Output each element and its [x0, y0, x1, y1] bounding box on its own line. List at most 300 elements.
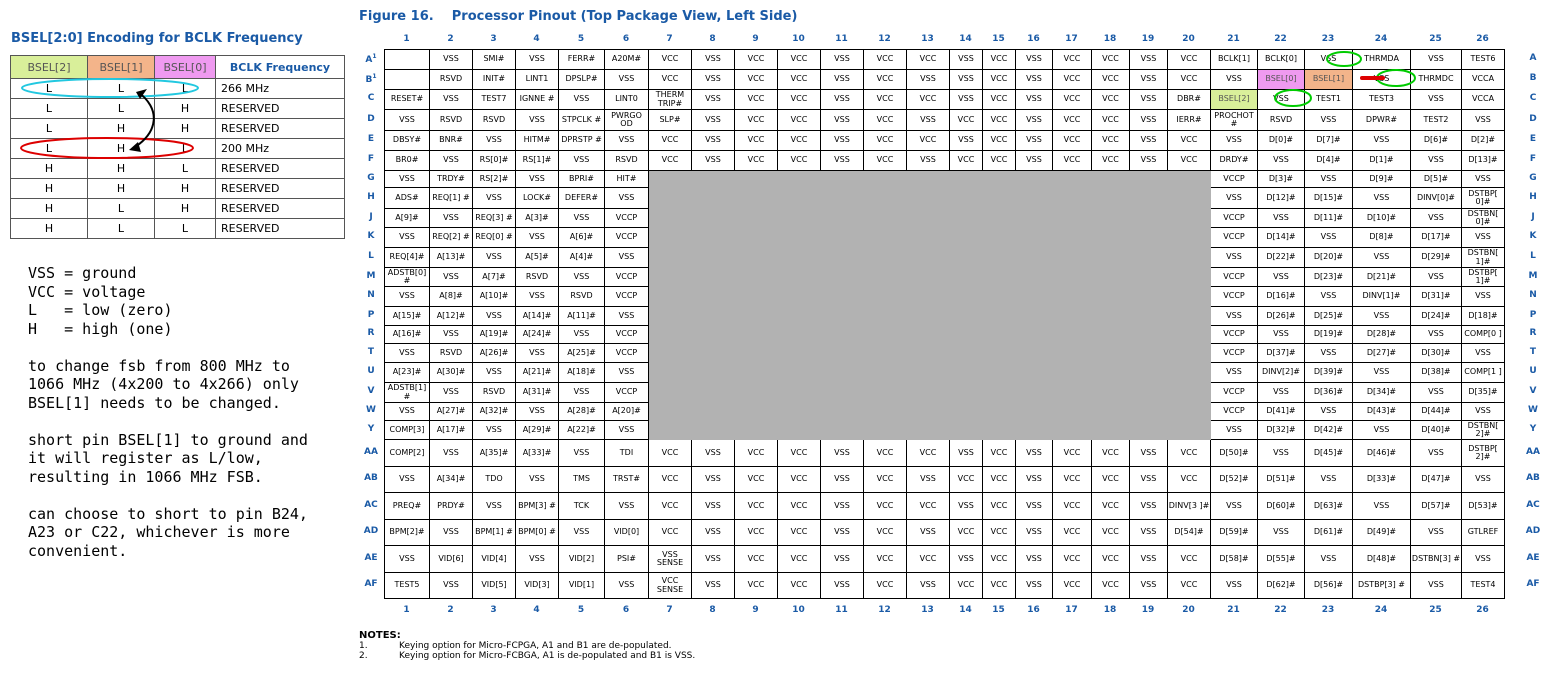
pin-cell: FERR#	[559, 50, 605, 70]
pin-cell: BPM[2]#	[385, 520, 430, 546]
depopulated-area	[864, 383, 907, 403]
row-label: AA	[364, 446, 378, 457]
pin-cell: VSS	[1305, 344, 1353, 363]
pin-cell: VSS	[473, 307, 516, 326]
pin-cell: VCC	[1053, 110, 1092, 131]
pin-cell: VSS	[430, 440, 473, 467]
depopulated-area	[1130, 268, 1168, 287]
depopulated-area	[821, 248, 864, 268]
pin-cell: D[60]#	[1258, 493, 1305, 520]
pin-cell: VSS	[692, 520, 735, 546]
depopulated-area	[1053, 268, 1092, 287]
column-header-bottom: 24	[1374, 605, 1388, 615]
pin-cell: VSS	[1016, 70, 1053, 90]
pin-cell: VSS	[1130, 90, 1168, 110]
pin-cell: VSS	[950, 440, 983, 467]
depopulated-area	[821, 228, 864, 248]
column-header-top: 18	[1103, 34, 1117, 44]
depopulated-area	[649, 268, 692, 287]
depopulated-area	[649, 363, 692, 383]
pin-cell: RS[1]#	[516, 151, 559, 171]
depopulated-area	[1092, 188, 1130, 209]
pin-cell: REQ[3] #	[473, 209, 516, 228]
footnotes	[359, 630, 695, 661]
pin-cell: DBSY#	[385, 131, 430, 151]
row-header-left	[361, 251, 381, 261]
pin-cell: VSS	[1411, 573, 1462, 599]
depopulated-area	[1168, 363, 1211, 383]
pin-cell: VCC	[1092, 90, 1130, 110]
depopulated-area	[1130, 307, 1168, 326]
depopulated-area	[735, 421, 778, 440]
pin-cell: A[12]#	[430, 307, 473, 326]
row-label: Y	[367, 423, 375, 434]
depopulated-area	[1092, 421, 1130, 440]
row-label: AF	[364, 579, 378, 589]
row-label: B	[365, 75, 373, 85]
depopulated-area	[907, 171, 950, 188]
pin-cell: TRST#	[605, 467, 649, 493]
pin-cell: VSS	[821, 151, 864, 171]
pin-cell: VSS	[1462, 287, 1505, 307]
pin-cell: D[12]#	[1258, 188, 1305, 209]
depopulated-area	[1130, 248, 1168, 268]
pin-cell: VSS	[1258, 326, 1305, 344]
pin-cell: D[32]#	[1258, 421, 1305, 440]
pin-cell: REQ[2] #	[430, 228, 473, 248]
depopulated-area	[983, 421, 1016, 440]
pin-cell: VSS	[1211, 70, 1258, 90]
pin-cell: D[51]#	[1258, 467, 1305, 493]
depopulated-area	[1130, 421, 1168, 440]
pin-cell: A[26]#	[473, 344, 516, 363]
pin-cell: RSVD	[516, 268, 559, 287]
pin-cell: VSS	[605, 131, 649, 151]
pin-cell: VSS	[1016, 573, 1053, 599]
pin-cell: VCC	[1053, 90, 1092, 110]
pin-cell: VSS	[821, 131, 864, 151]
pin-cell: VCC	[778, 520, 821, 546]
pin-cell: D[11]#	[1305, 209, 1353, 228]
row-label: W	[366, 405, 376, 415]
pin-cell: D[59]#	[1211, 520, 1258, 546]
pin-cell: SLP#	[649, 110, 692, 131]
pin-cell: VCC	[735, 50, 778, 70]
pin-cell: DSTBP[3] #	[1353, 573, 1411, 599]
depopulated-area	[907, 383, 950, 403]
pin-cell: VSS	[1130, 546, 1168, 573]
depopulated-area	[1092, 171, 1130, 188]
row-label: AB	[364, 473, 378, 483]
depopulated-area	[1053, 228, 1092, 248]
pin-cell: VCCP	[605, 326, 649, 344]
pin-cell: VCCP	[1211, 209, 1258, 228]
pin-cell: VSS	[1258, 268, 1305, 287]
pin-cell: A[20]#	[605, 403, 649, 421]
pin-cell: TEST3	[1353, 90, 1411, 110]
pin-cell: VSS	[1016, 110, 1053, 131]
pin-cell: VCC	[1092, 467, 1130, 493]
pin-cell: ADSTB[1] #	[385, 383, 430, 403]
note-text: Keying option for Micro-FCPGA, A1 and B1 are de-populated.	[399, 641, 672, 651]
depopulated-area	[950, 248, 983, 268]
pin-cell: IGNNE #	[516, 90, 559, 110]
pin-cell: VID[2]	[559, 546, 605, 573]
row-label: K	[367, 231, 375, 241]
row-header-right: AB	[1526, 473, 1540, 483]
row-label: R	[367, 328, 375, 338]
pin-cell: VSS	[1411, 440, 1462, 467]
pin-cell: VSS	[605, 421, 649, 440]
note-number: 1.	[359, 641, 368, 651]
pin-cell: REQ[0] #	[473, 228, 516, 248]
pin-cell: VSS	[950, 70, 983, 90]
depopulated-area	[983, 363, 1016, 383]
bsel-value-cell: L	[11, 119, 88, 139]
depopulated-area	[735, 248, 778, 268]
pin-cell: VCCP	[1211, 287, 1258, 307]
depopulated-area	[778, 228, 821, 248]
pin-cell: D[24]#	[1411, 307, 1462, 326]
pin-cell: D[57]#	[1411, 493, 1462, 520]
pin-cell: VSS	[1258, 383, 1305, 403]
pin-cell: VSS SENSE	[649, 546, 692, 573]
pin-cell: TRDY#	[430, 171, 473, 188]
depopulated-area	[1168, 307, 1211, 326]
depopulated-area	[821, 326, 864, 344]
pinout-grid	[384, 49, 1505, 599]
depopulated-area	[864, 344, 907, 363]
pin-cell: DPWR#	[1353, 110, 1411, 131]
bsel-value-cell: L	[88, 219, 155, 239]
column-header-bottom: 23	[1321, 605, 1335, 615]
pin-cell: VSS	[605, 573, 649, 599]
pin-cell: THERM TRIP#	[649, 90, 692, 110]
row-header-left	[361, 290, 381, 300]
depopulated-area	[1168, 421, 1211, 440]
pin-cell: VSS	[1130, 467, 1168, 493]
row-header-right: J	[1531, 211, 1535, 222]
pin-cell: VCCP	[605, 209, 649, 228]
pin-cell: IERR#	[1168, 110, 1211, 131]
pin-cell: A[21]#	[516, 363, 559, 383]
depopulated-area	[1130, 188, 1168, 209]
pin-cell: VCC	[649, 131, 692, 151]
bsel-value-cell: L	[11, 99, 88, 119]
note-line: it will register as L/low,	[28, 449, 263, 467]
pin-cell: VCCP	[605, 344, 649, 363]
pin-cell: VSS	[692, 90, 735, 110]
pin-cell: A[29]#	[516, 421, 559, 440]
pin-cell: VCC	[950, 110, 983, 131]
pin-cell: BPRI#	[559, 171, 605, 188]
depopulated-area	[821, 188, 864, 209]
pin-cell: D[9]#	[1353, 171, 1411, 188]
pin-cell: BPM[1] #	[473, 520, 516, 546]
pin-cell: VSS	[559, 383, 605, 403]
pin-cell: TEST1	[1305, 90, 1353, 110]
pin-cell: D[28]#	[1353, 326, 1411, 344]
pin-cell: COMP[0 ]	[1462, 326, 1505, 344]
row-label: C	[367, 93, 375, 103]
depopulated-area	[821, 268, 864, 287]
pin-cell: VSS	[1305, 110, 1353, 131]
pin-cell: BNR#	[430, 131, 473, 151]
pin-cell: D[34]#	[1353, 383, 1411, 403]
pin-cell: VSS	[1016, 493, 1053, 520]
pin-cell: BSEL[2]	[1211, 90, 1258, 110]
depopulated-area	[1092, 344, 1130, 363]
pin-cell: VCCP	[605, 268, 649, 287]
pin-cell: COMP[1 ]	[1462, 363, 1505, 383]
pin-cell: VSS	[821, 70, 864, 90]
bsel-value-cell: H	[88, 139, 155, 159]
pin-cell: D[7]#	[1305, 131, 1353, 151]
pin-cell: VSS	[1211, 493, 1258, 520]
pin-cell: VCC	[735, 151, 778, 171]
pin-cell: D[15]#	[1305, 188, 1353, 209]
depopulated-area	[1053, 248, 1092, 268]
pin-cell: D[4]#	[1305, 151, 1353, 171]
depopulated-area	[778, 383, 821, 403]
pin-cell: VSS	[559, 90, 605, 110]
pin-cell: VCC	[983, 110, 1016, 131]
pin-cell: VSS	[950, 493, 983, 520]
pin-cell: VCCA	[1462, 90, 1505, 110]
pin-cell: D[58]#	[1211, 546, 1258, 573]
depopulated-area	[778, 403, 821, 421]
depopulated-area	[735, 383, 778, 403]
pin-cell: VCC	[983, 50, 1016, 70]
row-label: F	[367, 154, 375, 164]
pin-cell: VSS	[605, 70, 649, 90]
pin-cell: DSTBN[ 2]#	[1462, 421, 1505, 440]
pin-cell: VCC	[735, 110, 778, 131]
pin-cell: A[16]#	[385, 326, 430, 344]
pin-cell: VSS	[1258, 90, 1305, 110]
depopulated-area	[1130, 383, 1168, 403]
pin-cell: VSS	[385, 110, 430, 131]
pin-cell: RSVD	[430, 70, 473, 90]
pin-cell: VSS	[1016, 50, 1053, 70]
note-line: BSEL[1] needs to be changed.	[28, 393, 281, 412]
column-header-top: 5	[577, 34, 585, 44]
pin-cell: RSVD	[559, 287, 605, 307]
pin-cell: VCC	[1053, 151, 1092, 171]
row-header-right: Y	[1529, 423, 1537, 434]
pin-cell: VCCP	[1211, 326, 1258, 344]
pin-cell: THRMDA	[1353, 50, 1411, 70]
note-line: can choose to short to pin B24,	[28, 504, 308, 523]
pin-cell: VCC	[983, 440, 1016, 467]
pin-cell: VSS	[821, 50, 864, 70]
pin-cell: TEST6	[1462, 50, 1505, 70]
pin-cell: D[53]#	[1462, 493, 1505, 520]
row-header-left	[361, 271, 381, 281]
pin-cell: A[4]#	[559, 248, 605, 268]
pin-cell: TDI	[605, 440, 649, 467]
pin-cell: A[6]#	[559, 228, 605, 248]
pin-cell: VSS	[1305, 50, 1353, 70]
row-header-right: E	[1529, 134, 1537, 144]
depopulated-area	[1016, 248, 1053, 268]
pin-cell: VCC	[983, 493, 1016, 520]
pin-cell: VSS	[950, 546, 983, 573]
pin-cell: VSS	[473, 131, 516, 151]
pin-cell: VCC	[1168, 467, 1211, 493]
pin-cell: VCC	[864, 110, 907, 131]
pin-cell: RS[2]#	[473, 171, 516, 188]
pin-cell: REQ[1] #	[430, 188, 473, 209]
pin-cell: DPRSTP #	[559, 131, 605, 151]
row-header-right: V	[1529, 386, 1537, 396]
bsel-header-1: BSEL[1]	[88, 56, 155, 79]
pin-cell: VSS	[1411, 268, 1462, 287]
depopulated-area	[983, 248, 1016, 268]
pin-cell: A[24]#	[516, 326, 559, 344]
bsel-value-cell: H	[88, 119, 155, 139]
figure-title: Figure 16. Processor Pinout (Top Package View, Left Side)	[359, 9, 798, 24]
depopulated-area	[1092, 248, 1130, 268]
pin-cell: D[17]#	[1411, 228, 1462, 248]
pin-cell: VSS	[1130, 573, 1168, 599]
depopulated-area	[950, 171, 983, 188]
column-header-bottom: 11	[835, 605, 848, 615]
depopulated-area	[649, 403, 692, 421]
pin-cell: VCC	[1053, 50, 1092, 70]
bsel-value-cell: H	[11, 159, 88, 179]
pin-cell: VSS	[1462, 546, 1505, 573]
depopulated-area	[735, 363, 778, 383]
pin-cell	[385, 70, 430, 90]
row-label: M	[366, 270, 376, 281]
pin-cell: D[25]#	[1305, 307, 1353, 326]
row-header-right: G	[1529, 172, 1537, 183]
pin-cell: VCC	[649, 493, 692, 520]
pin-cell: VCC	[1092, 110, 1130, 131]
pin-cell: VCC	[1092, 440, 1130, 467]
pin-cell: VSS	[385, 287, 430, 307]
depopulated-area	[692, 363, 735, 383]
depopulated-area	[950, 403, 983, 421]
pin-cell: VSS	[430, 520, 473, 546]
depopulated-area	[1092, 326, 1130, 344]
pin-cell: VCC	[778, 440, 821, 467]
pin-cell: INIT#	[473, 70, 516, 90]
pin-cell: RSVD	[605, 151, 649, 171]
depopulated-area	[907, 326, 950, 344]
bsel-value-cell: H	[155, 199, 216, 219]
pin-cell: VCC	[950, 520, 983, 546]
column-header-bottom: 10	[792, 605, 805, 615]
pin-cell: A[9]#	[385, 209, 430, 228]
depopulated-area	[950, 188, 983, 209]
pin-cell: VCC	[778, 151, 821, 171]
depopulated-area	[983, 171, 1016, 188]
pin-cell: VSS	[1305, 287, 1353, 307]
pin-cell: VCC	[649, 151, 692, 171]
depopulated-area	[983, 344, 1016, 363]
pin-cell: VSS	[1258, 440, 1305, 467]
bclk-frequency-cell: RESERVED	[216, 219, 345, 239]
pin-cell: VSS	[692, 70, 735, 90]
pin-cell: D[13]#	[1462, 151, 1505, 171]
pin-cell: VCC	[983, 520, 1016, 546]
pin-cell: VSS	[692, 546, 735, 573]
row-label: N	[367, 290, 375, 300]
pin-cell: VSS	[821, 520, 864, 546]
pin-cell: D[30]#	[1411, 344, 1462, 363]
pin-cell: VSS	[1211, 307, 1258, 326]
pin-cell: VCC	[735, 493, 778, 520]
row-header-left	[361, 553, 381, 563]
pin-cell: VCC	[864, 546, 907, 573]
row-header-right: AC	[1526, 499, 1540, 510]
depopulated-area	[692, 307, 735, 326]
depopulated-area	[1130, 287, 1168, 307]
depopulated-area	[1092, 287, 1130, 307]
row-header-left	[361, 310, 381, 320]
pin-cell: VCC	[907, 90, 950, 110]
pin-cell: VSS	[1258, 209, 1305, 228]
pin-cell: VSS	[605, 307, 649, 326]
row-header-left	[361, 579, 381, 589]
pin-cell: A[15]#	[385, 307, 430, 326]
depopulated-area	[821, 209, 864, 228]
pin-cell: VSS	[430, 90, 473, 110]
depopulated-area	[1016, 363, 1053, 383]
pin-cell: D[5]#	[1411, 171, 1462, 188]
pin-cell: VCC SENSE	[649, 573, 692, 599]
row-label: AC	[364, 499, 378, 510]
note-line: L = low (zero)	[28, 301, 173, 319]
column-header-top: 14	[959, 34, 972, 44]
pin-cell: VCC	[735, 440, 778, 467]
depopulated-area	[907, 307, 950, 326]
pin-cell: VSS	[1411, 326, 1462, 344]
pin-cell: VCC	[907, 493, 950, 520]
row-header-left	[361, 114, 381, 124]
pin-cell: DSTBN[ 1]#	[1462, 248, 1505, 268]
note-line: 1066 MHz (4x200 to 4x266) only	[28, 375, 299, 393]
depopulated-area	[864, 228, 907, 248]
depopulated-area	[864, 171, 907, 188]
pin-cell: VID[4]	[473, 546, 516, 573]
pin-cell: VSS	[559, 151, 605, 171]
row-header-left	[361, 328, 381, 338]
column-header-top: 3	[490, 34, 497, 44]
row-header-right: T	[1529, 346, 1537, 357]
pin-cell: VSS	[1130, 151, 1168, 171]
note-line: to change fsb from 800 MHz to	[28, 356, 290, 375]
column-header-bottom: 25	[1429, 605, 1442, 615]
pin-cell: VCCP	[1211, 344, 1258, 363]
bclk-frequency-cell: RESERVED	[216, 99, 345, 119]
depopulated-area	[950, 326, 983, 344]
depopulated-area	[1053, 383, 1092, 403]
row-header-left	[361, 526, 381, 536]
depopulated-area	[1168, 344, 1211, 363]
row-label: L	[368, 251, 374, 261]
depopulated-area	[864, 363, 907, 383]
row-header-right: AA	[1526, 446, 1540, 457]
pin-cell: A[18]#	[559, 363, 605, 383]
bsel-header-3: BCLK Frequency	[216, 56, 345, 79]
pin-cell: VSS	[516, 467, 559, 493]
pin-cell: VSS	[1016, 440, 1053, 467]
pin-cell: VSS	[1462, 110, 1505, 131]
pin-cell: VSS	[430, 151, 473, 171]
